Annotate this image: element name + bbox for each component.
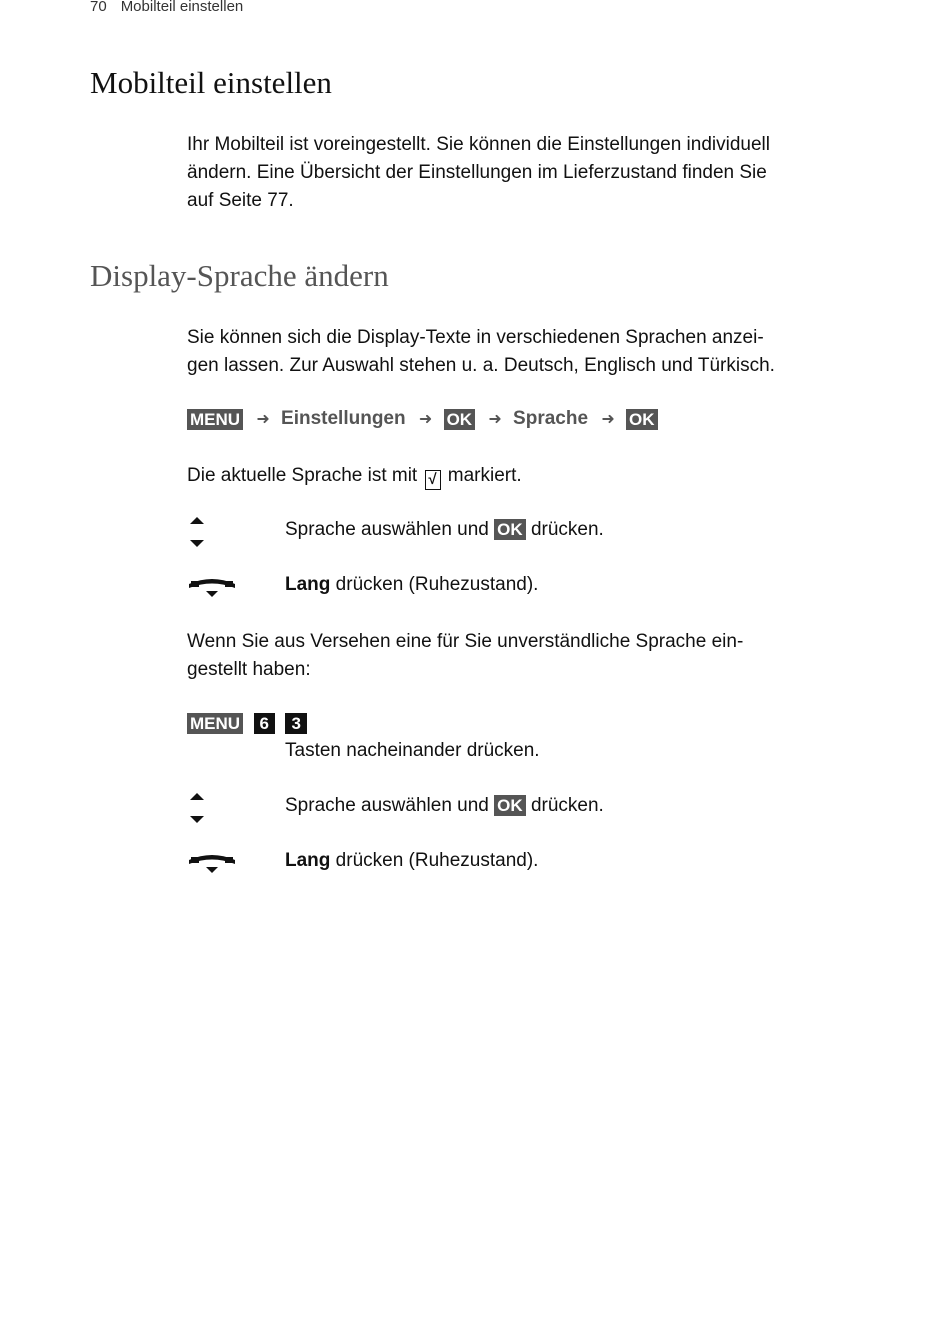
step-text: Sprache auswählen und — [285, 795, 489, 816]
intro-paragraph — [187, 131, 770, 215]
fallback-paragraph — [187, 628, 757, 684]
menu-step-sprache: Sprache — [513, 408, 589, 429]
arrow-right-icon: ➜ — [256, 411, 270, 429]
step-text: drücken. — [530, 795, 604, 816]
page-number: 70 — [90, 0, 107, 15]
page-header — [90, 0, 243, 15]
ok-key: OK — [444, 409, 476, 430]
digit-key-6: 6 — [254, 713, 275, 734]
menu-step-einstellungen: Einstellungen — [281, 408, 406, 429]
step-text: drücken (Ruhezustand). — [335, 574, 539, 595]
ok-key: OK — [494, 519, 526, 540]
step-select-language — [285, 519, 604, 541]
step-end-key-2 — [285, 850, 538, 872]
end-call-key-icon — [187, 574, 237, 605]
section-intro-line: Sie können sich die Display-Texte in verschiedenen Sprachen anzei- — [187, 327, 764, 348]
menu-key: MENU — [187, 713, 243, 734]
ok-key: OK — [626, 409, 658, 430]
key-sequence-instruction: Tasten nacheinander drücken. — [285, 740, 540, 761]
section-intro — [187, 324, 775, 380]
current-language-text-end: markiert. — [447, 465, 522, 486]
digit-key-3: 3 — [285, 713, 306, 734]
step-bold: Lang — [285, 850, 331, 871]
current-language-note — [187, 462, 757, 490]
fallback-line: Wenn Sie aus Versehen eine für Sie unverständliche Sprache ein- — [187, 631, 744, 652]
arrow-right-icon: ➜ — [418, 411, 433, 429]
step-text: Sprache auswählen und — [285, 519, 489, 540]
intro-line: Ihr Mobilteil ist voreingestellt. Sie können die Einstellungen individuell — [187, 134, 770, 155]
step-end-key — [285, 574, 538, 596]
end-call-key-icon — [187, 850, 237, 881]
arrow-right-icon: ➜ — [601, 411, 615, 429]
step-bold: Lang — [285, 574, 331, 595]
step-text: drücken. — [530, 519, 604, 540]
intro-line: auf Seite 77. — [187, 190, 294, 211]
running-head: Mobilteil einstellen — [120, 0, 244, 15]
intro-line: ändern. Eine Übersicht der Einstellungen im Lieferzustand finden Sie — [187, 162, 767, 183]
step-select-language-2 — [285, 795, 604, 817]
page-title: Mobilteil einstellen — [90, 65, 332, 100]
fallback-line: gestellt haben: — [187, 659, 311, 680]
key-sequence — [187, 713, 313, 734]
menu-key: MENU — [187, 409, 243, 430]
section-intro-line: gen lassen. Zur Auswahl stehen u. a. Deutsch, Englisch und Türkisch. — [187, 355, 775, 376]
up-down-arrow-icon — [187, 792, 207, 829]
arrow-right-icon: ➜ — [488, 411, 502, 429]
checkmark-icon: √ — [425, 470, 441, 490]
menu-path — [187, 408, 658, 430]
section-title: Display-Sprache ändern — [90, 258, 389, 293]
up-down-arrow-icon — [187, 516, 207, 553]
ok-key: OK — [494, 795, 526, 816]
step-text: drücken (Ruhezustand). — [335, 850, 539, 871]
current-language-text: Die aktuelle Sprache ist mit — [187, 465, 418, 486]
